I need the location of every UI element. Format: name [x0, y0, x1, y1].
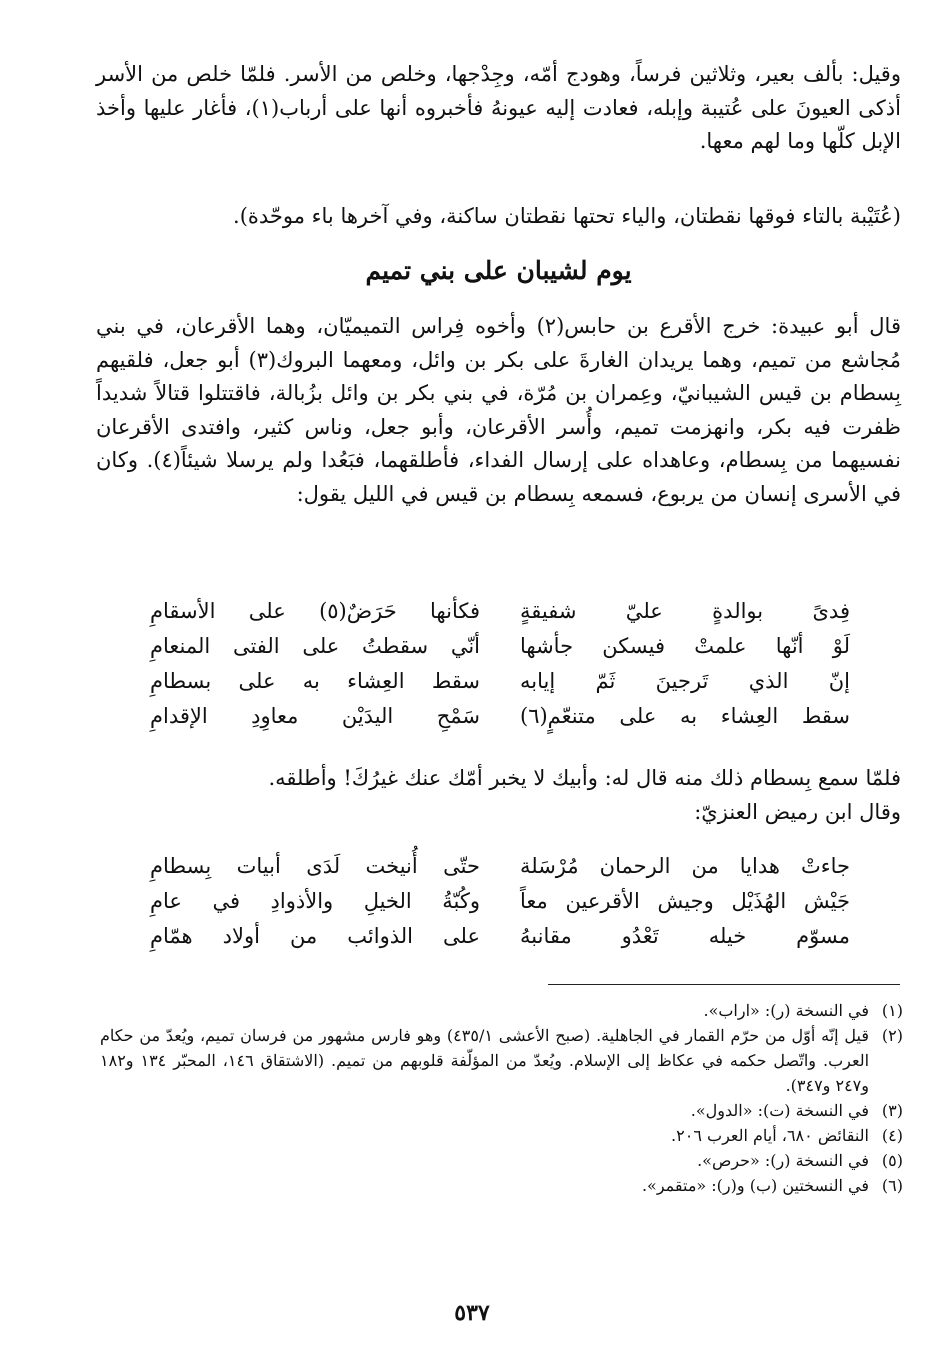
verse-first-hemistich: إنّ الذي تَرجينَ ثَمّ إيابه [520, 668, 850, 693]
paragraph-release [96, 762, 901, 829]
footnote-number: (٦) [881, 1176, 903, 1195]
footnotes [100, 998, 903, 1198]
verse-line [150, 883, 850, 918]
footnote-text: في النسخة (ت): «الدول». [690, 1101, 869, 1120]
verse-second-hemistich: سقط العِشاء به على بسطامِ [150, 668, 480, 693]
footnote-text: في النسختين (ب) و(ر): «متقمر». [641, 1176, 869, 1195]
footnote [100, 1098, 903, 1123]
verse-second-hemistich: فكأنها حَرَضٌ(٥) على الأسقامِ [150, 598, 480, 623]
footnote-divider [548, 984, 900, 985]
footnote-number: (٥) [881, 1151, 903, 1170]
verse-line [150, 848, 850, 883]
footnote-text: قيل إنّه أوّل من حرّم القمار في الجاهلية. (صبح الأعشى ٤٣٥/١) وهو فارس مشهور من فرسان تميم، ويُعدّ من حكام العرب. واتّصل حكمه في عكاظ إلى الإسلام. ويُعدّ من المؤلّفة قلوبهم من تميم. (الاشتقاق ١٤٦، المحبّر ١٣٤ و١٨٢ و٢٤٧ و٣٤٧). [100, 1026, 870, 1095]
verse-first-hemistich: فِدىً بوالدةٍ عليّ شفيقةٍ [520, 598, 850, 623]
verse-first-hemistich: سقط العِشاء به على متنعّمٍ(٦) [520, 703, 850, 728]
verse-second-hemistich: سَمْحِ اليدَيْن معاوِدِ الإقدامِ [150, 703, 480, 728]
orthography-note: (عُتَيْبة بالتاء فوقها نقطتان، والياء تحتها نقطتان ساكنة، وفي آخرها باء موحّدة). [233, 204, 901, 228]
footnote [100, 1123, 903, 1148]
footnote-number: (٣) [881, 1101, 903, 1120]
poem-verses-2 [150, 848, 850, 953]
paragraph-battle-narrative: قال أبو عبيدة: خرج الأقرع بن حابس(٢) وأخوه فِراس التميميّان، وهما الأقرعان، في بني مُجاشع من تميم، وهما يريدان الغارةَ على بكر بن وائل، ومعهما البروك(٣) أبو جعل، فلقيهم بِسطام بن قيس الشيبانيّ، وعِمران بن مُرّة، في بني بكر بن وائل بزُبالة، فاقتتلوا قتالاً شديداً ظفرت فيه بكر، وانهزمت تميم، وأُسر الأقرعان، وأبو جعل، وناس كثير، وافتدى الأقرعان نفسيهما من بِسطام، وعاهداه على إرسال الفداء، فأطلقهما، فبَعُدا ولم يرسلا شيئاً(٤). وكان في الأسرى إنسان من يربوع، فسمعه بِسطام بن قيس في الليل يقول: [96, 314, 901, 506]
footnote-text: النقائض ٦٨٠، أيام العرب ٢٠٦. [671, 1126, 869, 1145]
verse-line [150, 918, 850, 953]
footnote-number: (٤) [881, 1126, 903, 1145]
section-heading: يوم لشيبان على بني تميم [365, 256, 632, 285]
verse-line [150, 698, 850, 733]
verse-line [150, 628, 850, 663]
footnote [100, 1023, 903, 1098]
footnote [100, 1173, 903, 1198]
footnote [100, 998, 903, 1023]
release-line: فلمّا سمع بِسطام ذلك منه قال له: وأبيك لا يخبر أمّك عنك غيرُكَ! وأطلقه. [268, 766, 901, 790]
verse-first-hemistich: مسوّم خيله تَعْدُو مقانبهُ [520, 923, 850, 948]
footnote-number: (١) [881, 1001, 903, 1020]
poet-intro-line: وقال ابن رميض العنزيّ: [694, 799, 901, 824]
verse-line [150, 663, 850, 698]
paragraph-ransom: وقيل: بألف بعير، وثلاثين فرساً، وهودج أمّه، وجِدْجها، وخلص من الأسر. فلمّا خلص من الأسر أذكى العيونَ على عُتيبة وإبله، فعادت إليه عيونهُ فأخبروه أنها على أرباب(١)، فأغار عليها وأخذ الإبل كلّها وما لهم معها. [96, 62, 901, 153]
footnote-text: في النسخة (ر): «حرص». [697, 1151, 869, 1170]
footnote-number: (٢) [881, 1026, 903, 1045]
footnote-text: في النسخة (ر): «اراب». [703, 1001, 869, 1020]
poem-verses-1 [150, 593, 850, 733]
verse-first-hemistich: لَوْ أنّها علمتْ فيسكن جأشها [520, 633, 850, 658]
verse-second-hemistich: حتّى أُنيخت لَدَى أبيات بِسطامِ [150, 853, 480, 878]
verse-line [150, 593, 850, 628]
verse-first-hemistich: جاءتْ هدايا من الرحمان مُرْسَلة [520, 853, 850, 878]
footnote [100, 1148, 903, 1173]
verse-second-hemistich: أنّي سقطتُ على الفتى المنعامِ [150, 633, 480, 658]
verse-second-hemistich: وكُبّةُ الخيلِ والأذوادِ في عامِ [150, 888, 480, 913]
page-number: ٥٣٧ [454, 1300, 490, 1326]
verse-second-hemistich: على الذوائب من أولاد همّامِ [150, 923, 480, 948]
verse-first-hemistich: جَيْش الهُذَيْل وجيش الأقرعين معاً [520, 888, 850, 913]
